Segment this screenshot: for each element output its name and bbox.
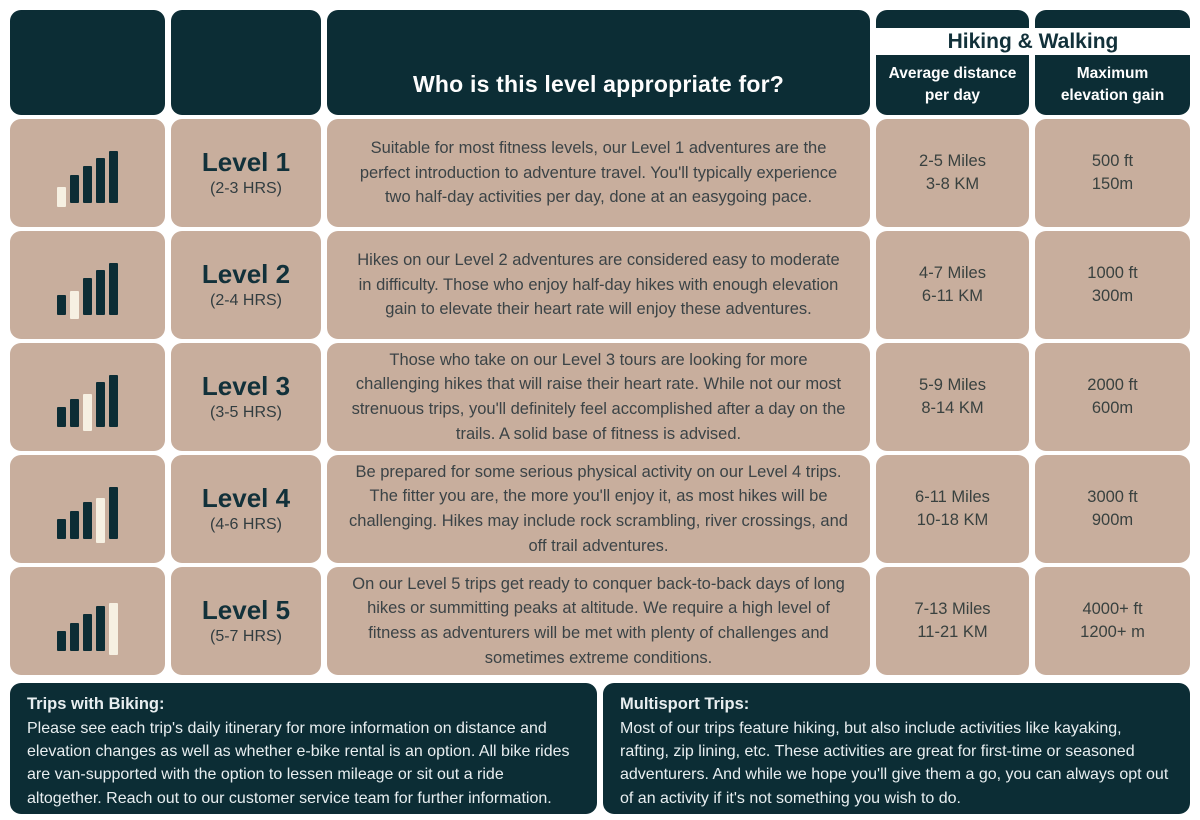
distance-km: 10-18 KM	[916, 511, 989, 529]
level-1-icon-cell	[10, 119, 165, 227]
level-description: Hikes on our Level 2 adventures are considered easy to moderate in difficulty. Those who enjoy half-day hikes with enough elevation gain to elevate their heart rate will enjoy these adventures.	[357, 250, 840, 319]
level-1-elevation-cell	[1035, 119, 1190, 227]
level-name: Level 2	[201, 259, 291, 290]
level-1-name-cell	[171, 119, 321, 227]
difficulty-bar	[96, 158, 105, 203]
header-who-cell	[327, 10, 870, 115]
elevation-ft: 3000 ft	[1087, 487, 1138, 506]
level-2-name-cell	[171, 231, 321, 339]
difficulty-bar	[70, 399, 79, 427]
difficulty-bar	[83, 166, 92, 203]
level-4-name-cell	[171, 455, 321, 563]
difficulty-bar	[109, 263, 118, 315]
header-cap-elevation	[1035, 10, 1190, 28]
distance-label-line1: Average distance	[888, 65, 1017, 83]
level-hours: (4-6 HRS)	[209, 515, 282, 533]
header-caps	[876, 10, 1190, 28]
group-title: Hiking & Walking	[947, 29, 1119, 53]
difficulty-bar	[57, 631, 66, 651]
difficulty-bars-icon	[57, 479, 118, 539]
column-header-elevation	[1035, 55, 1190, 115]
level-3-elevation-cell	[1035, 343, 1190, 451]
header-cap-distance	[876, 10, 1029, 28]
distance-label-line2: per day	[924, 87, 981, 104]
level-hours: (3-5 HRS)	[209, 403, 282, 421]
level-1-description-cell	[327, 119, 870, 227]
elevation-label-line2: elevation gain	[1060, 87, 1165, 104]
level-description: Suitable for most fitness levels, our Level 1 adventures are the perfect introduction to adventure travel. You'll typically experience two half-day activities per day, done at an easygoing pace.	[359, 138, 838, 207]
footnotes	[10, 683, 1190, 814]
distance-miles: 2-5 Miles	[919, 151, 986, 170]
level-description: Those who take on our Level 3 tours are looking for more challenging hikes that will raise their heart rate. While not our most strenuous trips, you'll definitely feel accomplished after a day on the trails. A solid base of fitness is advised.	[351, 350, 846, 443]
level-3-description-cell	[327, 343, 870, 451]
level-hours: (2-3 HRS)	[209, 179, 282, 197]
difficulty-bar	[109, 603, 118, 655]
distance-km: 3-8 KM	[925, 175, 980, 193]
level-name: Level 4	[201, 483, 291, 514]
difficulty-bar	[96, 270, 105, 315]
elevation-label-line1: Maximum	[1076, 65, 1149, 83]
level-name: Level 5	[201, 595, 291, 626]
difficulty-bar	[96, 498, 105, 543]
level-3-name-cell	[171, 343, 321, 451]
difficulty-bar	[70, 511, 79, 539]
level-4-description-cell	[327, 455, 870, 563]
levels-table	[10, 10, 1190, 675]
level-description: On our Level 5 trips get ready to conquer back-to-back days of long hikes or summitting peaks at altitude. We require a high level of fitness as adventurers will be met with plenty of challenges and sometimes extreme conditions.	[352, 574, 845, 667]
level-5-description-cell	[327, 567, 870, 675]
level-5-distance-cell	[876, 567, 1029, 675]
level-1-distance-cell	[876, 119, 1029, 227]
header-subheaders	[876, 55, 1190, 115]
elevation-m: 900m	[1091, 511, 1134, 529]
level-name: Level 1	[201, 147, 291, 178]
distance-km: 6-11 KM	[921, 287, 984, 305]
level-hours: (5-7 HRS)	[209, 627, 282, 645]
level-4-elevation-cell	[1035, 455, 1190, 563]
level-2-icon-cell	[10, 231, 165, 339]
level-description: Be prepared for some serious physical activity on our Level 4 trips. The fitter you are, the more you'll enjoy it, as most hikes will be challenging. Hikes may include rock scrambling, river crossings, and off trail adventures.	[349, 462, 848, 555]
elevation-ft: 2000 ft	[1087, 375, 1138, 394]
distance-miles: 7-13 Miles	[914, 599, 991, 618]
header-hiking-walking-group	[876, 10, 1190, 115]
header-icon-column-spacer	[10, 10, 165, 115]
who-title: Who is this level appropriate for?	[412, 71, 784, 97]
biking-note-title: Trips with Biking:	[27, 695, 165, 713]
distance-miles: 4-7 Miles	[919, 263, 986, 282]
level-4-icon-cell	[10, 455, 165, 563]
difficulty-bars-icon	[57, 591, 118, 651]
biking-note	[10, 683, 597, 814]
difficulty-bar	[57, 187, 66, 207]
elevation-m: 150m	[1091, 175, 1134, 193]
difficulty-bar	[70, 291, 79, 319]
level-3-distance-cell	[876, 343, 1029, 451]
difficulty-bar	[109, 151, 118, 203]
difficulty-bars-icon	[57, 255, 118, 315]
level-hours: (2-4 HRS)	[209, 291, 282, 309]
difficulty-bar	[70, 175, 79, 203]
difficulty-bar	[83, 502, 92, 539]
difficulty-bar	[57, 295, 66, 315]
level-4-distance-cell	[876, 455, 1029, 563]
elevation-ft: 4000+ ft	[1082, 599, 1143, 618]
elevation-m: 600m	[1091, 399, 1134, 417]
header-level-column-spacer	[171, 10, 321, 115]
difficulty-bar	[57, 407, 66, 427]
column-header-distance	[876, 55, 1029, 115]
elevation-ft: 500 ft	[1091, 151, 1134, 170]
elevation-m: 1200+ m	[1080, 623, 1145, 641]
multisport-note-body: Most of our trips feature hiking, but also include activities like kayaking, rafting, zip lining, etc. These activities are great for first-time or seasoned adventurers. And while we hope you'll give them a go, you can always opt out of an activity if it's not something you wish to do.	[620, 719, 1169, 807]
distance-miles: 6-11 Miles	[915, 487, 990, 506]
level-2-elevation-cell	[1035, 231, 1190, 339]
difficulty-bar	[83, 278, 92, 315]
difficulty-bars-icon	[57, 143, 118, 203]
level-5-name-cell	[171, 567, 321, 675]
level-2-description-cell	[327, 231, 870, 339]
hiking-walking-band	[876, 28, 1190, 55]
distance-km: 11-21 KM	[917, 623, 988, 641]
level-5-icon-cell	[10, 567, 165, 675]
difficulty-bar	[57, 519, 66, 539]
elevation-m: 300m	[1091, 287, 1134, 305]
level-3-icon-cell	[10, 343, 165, 451]
difficulty-bar	[83, 394, 92, 431]
level-name: Level 3	[201, 371, 291, 402]
distance-km: 8-14 KM	[921, 399, 984, 417]
difficulty-bar	[96, 382, 105, 427]
level-5-elevation-cell	[1035, 567, 1190, 675]
biking-note-body: Please see each trip's daily itinerary for more information on distance and elevation changes as well as whether e-bike rental is an option. All bike rides are van-supported with the option to lessen mileage or sit out a ride altogether. Reach out to our customer service team for further information.	[27, 719, 570, 807]
difficulty-bar	[83, 614, 92, 651]
difficulty-bar	[109, 487, 118, 539]
elevation-ft: 1000 ft	[1087, 263, 1138, 282]
level-2-distance-cell	[876, 231, 1029, 339]
multisport-note	[603, 683, 1190, 814]
difficulty-bar	[70, 623, 79, 651]
difficulty-bar	[96, 606, 105, 651]
difficulty-bars-icon	[57, 367, 118, 427]
multisport-note-title: Multisport Trips:	[620, 695, 750, 713]
distance-miles: 5-9 Miles	[919, 375, 986, 394]
difficulty-bar	[109, 375, 118, 427]
